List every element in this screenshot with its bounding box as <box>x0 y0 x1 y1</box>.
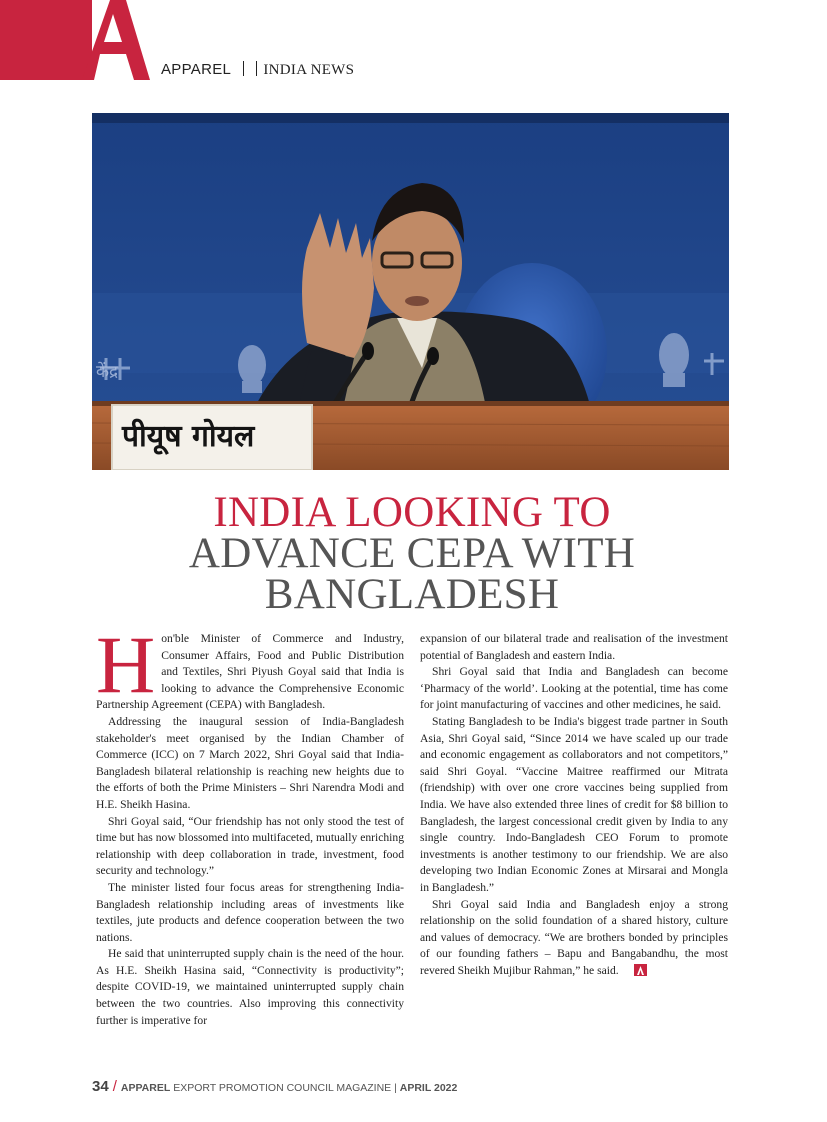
end-mark-icon <box>622 964 635 976</box>
article-column-right <box>420 631 728 979</box>
footer-slash: / <box>112 1078 117 1095</box>
drop-cap: H <box>96 619 156 710</box>
footer-divider: | <box>394 1082 397 1094</box>
article-headline <box>92 489 732 618</box>
hero-photo <box>92 113 729 470</box>
paragraph: Shri Goyal said, “Our friendship has not only stood the test of time but has now blossomed into multifaceted, mutually enriching relationship with deep collaboration in trade, investment, food security and technology.” <box>96 814 404 878</box>
footer-publication: EXPORT PROMOTION COUNCIL MAGAZINE <box>173 1082 392 1094</box>
footer-issue: APRIL 2022 <box>399 1082 458 1094</box>
magazine-logo <box>0 0 150 80</box>
paragraph: Shri Goyal said India and Bangladesh enjoy a strong relationship on the solid foundation of a shared history, culture and values of democracy. “We are brothers bonded by principles of our founding fathers – Bapu and Bangabandhu, the most revered Sheikh Mujibur Rahman,” he said. <box>420 897 728 977</box>
headline-line-1: INDIA LOOKING TO <box>213 489 611 536</box>
paragraph: Stating Bangladesh to be India's biggest trade partner in South Asia, Shri Goyal said, “Since 2014 we have scaled up our trade and economic engagement as collaborators and not competitors,” said Shri Goyal. “Vaccine Maitree reaffirmed our Mitrata (friendship) with over one crore vaccines being supplied from India. We have also extended three lines of credit for $8 billion to Bangladesh, the largest concessional credit given by India to any single country. Indo-Bangladesh CEO Forum to promote investments is another testimony to our friendship. We are also developing two Indian Economic Zones at Mirsarai and Mongla in Bangladesh.” <box>420 714 728 894</box>
section-header <box>161 61 354 79</box>
page-footer <box>92 1078 457 1095</box>
headline-line-3: BANGLADESH <box>264 571 560 618</box>
paragraph: Hon'ble Minister of Commerce and Industry, Consumer Affairs, Food and Public Distribution and Textiles, Shri Piyush Goyal said that India is looking to advance the Comprehensive Economic Partnership Agreement (CEPA) with Bangladesh. <box>96 619 404 712</box>
paragraph: Shri Goyal said that India and Bangladesh can become ‘Pharmacy of the world’. Looking at the potential, time has come for joint manufacturing of vaccines and other medicines, he said. <box>420 665 728 712</box>
header-divider <box>256 61 257 76</box>
section-label: APPAREL <box>161 61 232 78</box>
paragraph: He said that uninterrupted supply chain is the need of the hour. As H.E. Sheikh Hasina said, “Connectivity is productivity”; despite COVID-19, we maintained uninterrupted supply chain between the two countries. Also improving this connectivity further is imperative for <box>96 947 404 1027</box>
paragraph: Addressing the inaugural session of India-Bangladesh stakeholder's meet organised by the Indian Chamber of Commerce (ICC) on 7 March 2022, Shri Goyal said that India-Bangladesh bilateral relationship is reaching new heights due to the efforts of both the Prime Ministers – Shri Narendra Modi and H.E. Sheikh Hasina. <box>96 714 404 811</box>
subsection-label: INDIA NEWS <box>263 62 355 78</box>
article-column-left <box>96 619 404 1029</box>
backdrop-text: केंद्र <box>96 362 119 382</box>
paragraph: expansion of our bilateral trade and realisation of the investment potential of Bangladesh and eastern India. <box>420 632 728 662</box>
footer-brand: APPAREL <box>120 1082 171 1094</box>
header-divider <box>243 61 244 76</box>
headline-line-2: ADVANCE CEPA WITH <box>188 530 636 577</box>
paragraph: The minister listed four focus areas for strengthening India-Bangladesh relationship including areas of investments like textiles, jute products and defence cooperation between the two nations. <box>96 880 404 944</box>
page-number: 34 <box>92 1078 109 1095</box>
nameplate-text: पीयूष गोयल <box>122 419 255 454</box>
